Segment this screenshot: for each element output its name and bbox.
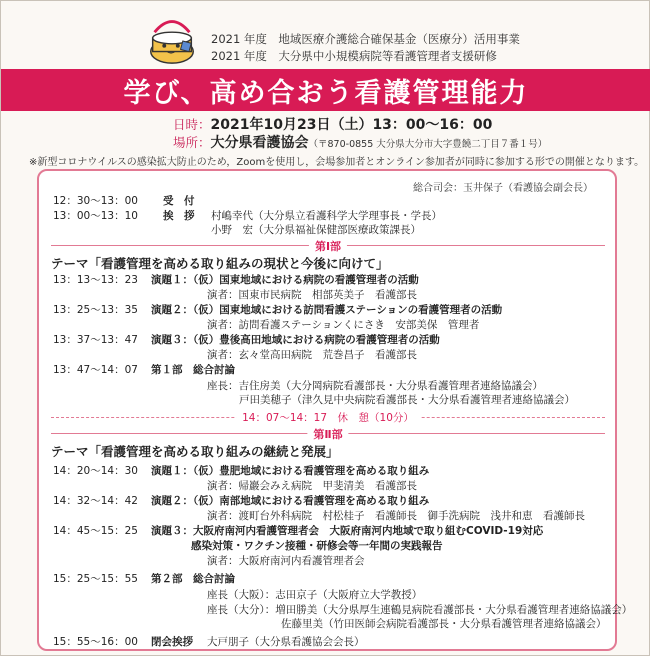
program-chair: 総合司会：玉井保子（看護協会副会長） bbox=[413, 183, 593, 194]
date-row bbox=[173, 114, 492, 134]
moderator: 座長：吉住房美（大分岡病院看護部長・大分県看護管理者連絡協議会） bbox=[207, 380, 543, 392]
schedule-title: 第１部 総合討論 bbox=[151, 364, 235, 376]
date-label: 日時： bbox=[173, 117, 211, 132]
schedule-time: 12：30～13：00 bbox=[53, 195, 138, 207]
venue-value: 大分県看護協会 bbox=[210, 135, 309, 151]
speaker: 演者：渡町台外科病院 村松桂子 看護師長 御手洗病院 浅井和恵 看護師長 bbox=[207, 510, 585, 522]
part-2-label: 第Ⅱ部 bbox=[307, 426, 348, 442]
break-divider bbox=[51, 410, 605, 424]
schedule-time: 13：00～13：10 bbox=[53, 210, 138, 222]
schedule-title: 演題１：（仮）国東地域における病院の看護管理者の活動 bbox=[151, 274, 419, 286]
schedule-time: 14：20～14：30 bbox=[53, 465, 138, 477]
header-line-2: 2021 年度 大分県中小規模病院等看護管理者支援研修 bbox=[211, 49, 497, 63]
break-label: 14：07～14：17 休 憩（10分） bbox=[236, 410, 420, 425]
speaker: 演者：玄々堂高田病院 荒巻昌子 看護部長 bbox=[207, 349, 417, 361]
schedule-time: 13：25～13：35 bbox=[53, 304, 138, 316]
venue-row bbox=[173, 132, 547, 152]
date-value: 2021年10月23日（土）13：00～16：00 bbox=[210, 117, 493, 133]
speaker: 演者：国東市民病院 相部英美子 看護部長 bbox=[207, 289, 417, 301]
schedule-title: 第２部 総合討論 bbox=[151, 573, 235, 585]
speaker: 演者：訪問看護ステーションくにさき 安部美保 管理者 bbox=[207, 319, 480, 331]
venue-address: （〒870-0855 大分県大分市大字豊饒二丁目７番１号） bbox=[308, 139, 548, 150]
part-1-theme: テーマ「看護管理を高める取り組みの現状と今後に向けて」 bbox=[51, 256, 389, 271]
part-1-label: 第Ⅰ部 bbox=[309, 238, 347, 254]
schedule-time: 15：55～16：00 bbox=[53, 636, 138, 648]
greeting-person: 小野 宏（大分県福祉保健部医療政策課長） bbox=[211, 224, 421, 236]
venue-label: 場所： bbox=[173, 135, 211, 150]
part-2-divider bbox=[51, 426, 605, 440]
speaker: 演者：大阪府南河内看護管理者会 bbox=[207, 555, 365, 567]
covid-notice: ※新型コロナウイルスの感染拡大防止のため，Zoomを使用し，会場参加者とオンライン参加者が同時に参加する形での開催となります。 bbox=[29, 157, 645, 168]
schedule-time: 13：47～14：07 bbox=[53, 364, 138, 376]
schedule-time: 14：32～14：42 bbox=[53, 495, 138, 507]
program-box bbox=[37, 169, 633, 651]
schedule-title: 演題１：（仮）豊肥地域における看護管理を高める取り組み bbox=[151, 465, 430, 477]
title-banner bbox=[1, 69, 650, 111]
schedule-time: 15：25～15：55 bbox=[53, 573, 138, 585]
schedule-title-continued: 感染対策・ワクチン接種・研修会等一年間の実践報告 bbox=[191, 540, 443, 552]
schedule-title: 挨 拶 bbox=[163, 210, 195, 222]
schedule-title: 演題３：（仮）豊後高田地域における病院の看護管理者の活動 bbox=[151, 334, 440, 346]
page-title: 学び、高め合おう看護管理能力 bbox=[123, 77, 529, 109]
part-1-divider bbox=[51, 238, 605, 252]
schedule-title: 演題２：（仮）国東地域における訪問看護ステーションの看護管理者の活動 bbox=[151, 304, 503, 316]
closing-person: 大戸朋子（大分県看護協会会長） bbox=[207, 636, 365, 648]
moderator: 戸田美穂子（津久見中央病院看護部長・大分県看護管理者連絡協議会） bbox=[239, 394, 575, 406]
schedule-title: 演題２：（仮）南部地域における看護管理を高める取り組み bbox=[151, 495, 430, 507]
schedule-title: 閉会挨拶 bbox=[151, 636, 193, 648]
moderator: 座長（大阪）：志田京子（大阪府立大学教授） bbox=[207, 589, 423, 601]
part-2-theme: テーマ「看護管理を高める取り組みの継続と発展」 bbox=[51, 444, 339, 459]
schedule-time: 14：45～15：25 bbox=[53, 525, 138, 537]
schedule-title: 受 付 bbox=[163, 195, 195, 207]
speaker: 演者：帰巖会みえ病院 甲斐清美 看護部長 bbox=[207, 480, 417, 492]
rice-cooker-mascot-icon bbox=[143, 9, 201, 67]
header bbox=[1, 1, 650, 73]
schedule-title: 演題３：大阪府南河内看護管理者会 大阪府南河内地域で取り組むCOVID-19対応 bbox=[151, 525, 544, 537]
moderator: 座長（大分）：増田勝美（大分県厚生連鶴見病院看護部長・大分県看護管理者連絡協議会） bbox=[207, 604, 633, 616]
header-line-1: 2021 年度 地域医療介護総合確保基金（医療分）活用事業 bbox=[211, 32, 520, 46]
moderator: 佐藤里美（竹田医師会病院看護部長・大分県看護管理者連絡協議会） bbox=[281, 618, 607, 630]
schedule-time: 13：13～13：23 bbox=[53, 274, 138, 286]
greeting-person: 村嶋幸代（大分県立看護科学大学理事長・学長） bbox=[211, 210, 442, 222]
schedule-time: 13：37～13：47 bbox=[53, 334, 138, 346]
event-info bbox=[1, 114, 650, 150]
